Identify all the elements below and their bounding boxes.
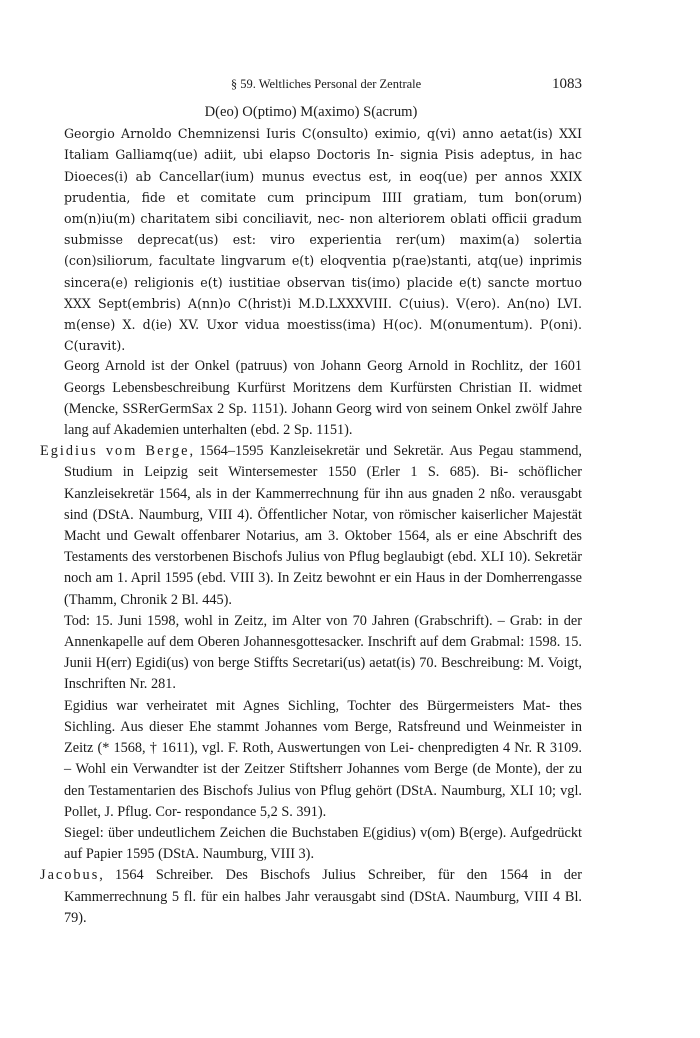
page-number: 1083 xyxy=(552,76,582,92)
egidius-seal: Siegel: über undeutlichem Zeichen die Buchstaben E(gidius) v(om) B(erge). Aufgedrückt auf Papier 1595 (DStA. Naumburg, VIII 3). xyxy=(64,824,582,863)
egidius-family: Egidius war verheiratet mit Agnes Sichling, Tochter des Bürgermeisters Mat- thes Sichling. Aus dieser Ehe stammt Johannes vom Berge, Ratsfreund und Weinmeister in Zeitz (* 1568, † 1611), vgl. F. Roth, Auswertungen von Lei- chenpredigten 4 Nr. R 3109. – Wohl ein Verwandter ist der Zeitzer Stiftsherr Johannes vom Berge (de Monte), der zu den Testamentarien des Bischofs Julius von Pflug gehört (DStA. Naumburg, XLI 10; vgl. Pollet, J. Pflug. Cor- respondance 5,2 S. 391). xyxy=(64,697,582,820)
page-body xyxy=(40,102,582,929)
entry-intro: , 1564–1595 Kanzleisekretär und Sekretär. Aus Pegau stammend, Studium in Leipzig seit Wintersemester 1550 (Erler 1 S. 685). Bi- schöflicher Kanzleisekretär 1564, als in der Kammerrechnung für ihn aus gnaden 2 nßo. verausgabt sind (DStA. Naumburg, VIII 4). Öffentlicher Notar, von römischer kaiserlicher Majestät Macht und Gewalt offenbarer Notarius, am 3. Oktober 1564, als er eine Abschrift des Testaments des verstorbenen Bischofs Julius von Pflug beglaubigt (ebd. XLI 10). Sekretär noch am 1. April 1595 (ebd. VIII 3). In Zeitz bewohnt er ein Haus in der Domherrengasse (Thamm, Chronik 2 Bl. 445). xyxy=(64,443,582,608)
entry-name: Jacobus xyxy=(40,867,100,884)
running-title: § 59. Weltliches Personal der Zentrale xyxy=(230,77,422,91)
entry-egidius xyxy=(40,441,582,611)
arnold-note: Georg Arnold ist der Onkel (patruus) von Johann Georg Arnold in Rochlitz, der 1601 Georgs Lebensbeschreibung Kurfürst Moritzens dem Kurfürsten Christian II. widmet (Mencke, SSRerGermSax 2 Sp. 1151). Johann Georg wird von seinem Onkel zwölf Jahre lang auf Akademien unterhalten (ebd. 2 Sp. 1151). xyxy=(64,358,582,439)
egidius-death: Tod: 15. Juni 1598, wohl in Zeitz, im Alter von 70 Jahren (Grabschrift). – Grab: in der Annenkapelle auf dem Oberen Johannesgottesacker. Inschrift auf dem Grabmal: 1598. 15. Junii H(err) Egidi(us) von berge Stiffts Secretari(us) aetat(is) 70. Beschreibung: M. Voigt, Inschriften Nr. 281. xyxy=(64,612,582,693)
inscription-text: Georgio Arnoldo Chemnizensi Iuris C(onsulto) eximio, q(vi) anno aetat(is) XXI Italiam Galliamq(ue) adiit, ubi elapso Doctoris In- signia Pisis adeptus, in hac Dioeces(i) ab Cancellar(ium) munus evectus est, in eoq(ue) per annos XXIX prudentia, fide et comitate cum principum IIII gratiam, tum bon(orum) om(n)iu(m) charitatem sibi conciliavit, nec- non alteriorem oblati officii gradum submisse deprecat(us) est: viro experientia rer(um) maxim(a) solertia (con)siliorum, facultate lingvarum e(t) eloqventia p(rae)stanti, atq(ue) inprimis sincera(e) religionis e(t) iustitiae observan tis(imo) placide e(t) sancte mortuo XXX Sept(embris) A(nn)o C(hrist)i M.D.LXXXVIII. C(uius). V(ero). An(no) LVI. m(ense) X. d(ie) XV. Uxor vidua moestiss(ima) H(oc). M(onumentum). P(oni). C(uravit). xyxy=(64,126,582,354)
inscription-heading: D(eo) O(ptimo) M(aximo) S(acrum) xyxy=(204,104,418,120)
entry-text: , 1564 Schreiber. Des Bischofs Julius Schreiber, für den 1564 in der Kammerrechnung 5 fl. für ein halbes Jahr verausgabt sind (DStA. Naumburg, VIII 4 Bl. 79). xyxy=(64,867,582,926)
entry-name: Egidius vom Berge xyxy=(40,443,190,460)
page-header xyxy=(40,76,582,93)
entry-jacobus xyxy=(40,865,582,929)
